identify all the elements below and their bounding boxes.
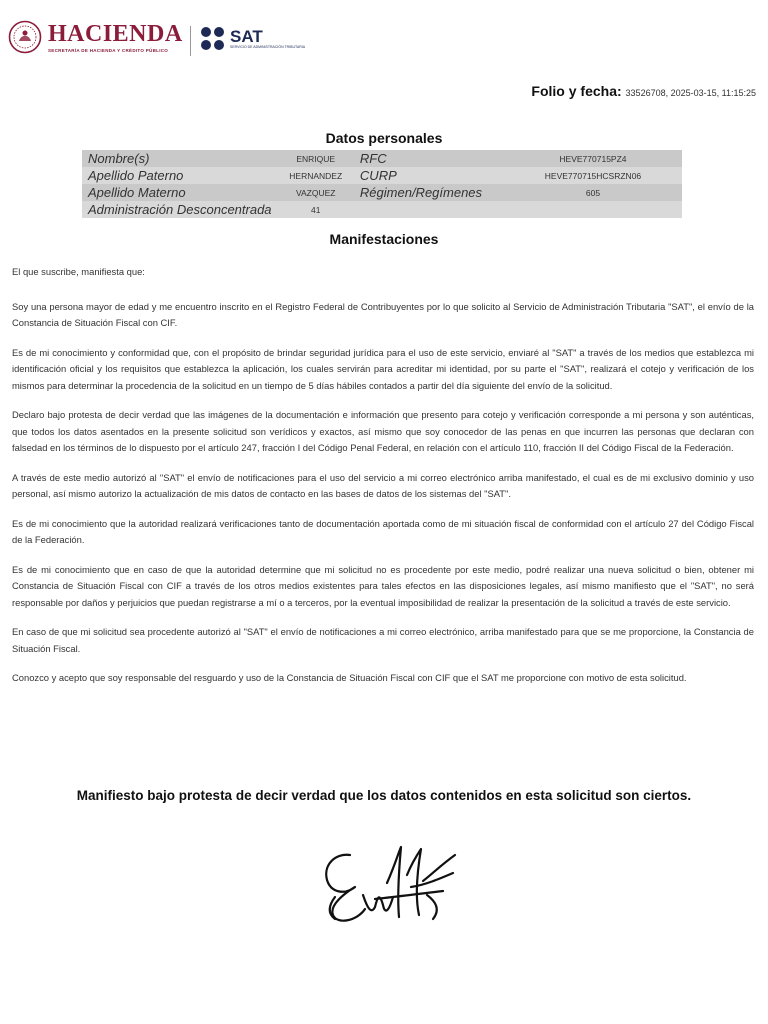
- table-row: [82, 150, 682, 167]
- final-declaration: Manifiesto bajo protesta de decir verdad que los datos contenidos en esta solicitud son ciertos.: [76, 788, 692, 803]
- hacienda-subtitle: SECRETARÍA DE HACIENDA Y CRÉDITO PÚBLICO: [48, 47, 169, 53]
- nombre-label: Nombre(s): [82, 150, 278, 167]
- national-seal-icon: [8, 20, 42, 54]
- manifestation-paragraph: A través de este medio autorizó al "SAT" el envío de notificaciones para el uso del servicio a mi correo electrónico arriba manifestado, el cual es de mi exclusivo dominio y uso personal, así mismo autorizo la actualización de mis datos de contacto en las bases de datos de los sistemas del "SAT".: [12, 471, 754, 499]
- table-row: [82, 184, 682, 201]
- nombre-value: ENRIQUE: [278, 150, 354, 167]
- empty-cell: [354, 201, 682, 218]
- document-header: [0, 0, 768, 70]
- table-row: [82, 201, 682, 218]
- handwritten-signature: [315, 835, 465, 930]
- manifestation-paragraph: Es de mi conocimiento que la autoridad realizará verificaciones tanto de documentación aportada como de mi situación fiscal de conformidad con el artículo 27 del Código Fiscal de la Federación.: [12, 517, 754, 545]
- admin-value: 41: [278, 201, 354, 218]
- sat-dots-icon: [200, 26, 226, 52]
- manifestation-paragraph: Es de mi conocimiento que en caso de que la autoridad determine que mi solicitud no es procedente por este medio, podré realizar una nueva solicitud o bien, obtener mi Constancia de Situación Fiscal con CIF a través de los otros medios existentes para tales efectos en las disposiciones legales, así mismo manifiesto que el "SAT", no será responsable por daños y perjuicios que puedan registrarse a mí o a terceros, por la eventual imposibilidad de realizar la presentación de la solicitud a través de este servicio.: [12, 563, 754, 608]
- folio-value: 33526708, 2025-03-15, 11:15:25: [625, 88, 756, 98]
- manifestation-paragraph: Declaro bajo protesta de decir verdad que las imágenes de la documentación e información que presento para cotejo y verificación corresponde a mi persona y son auténticas, que todos los datos asentados en la presente solicitud son verídicos y exactos, así mismo que soy conocedor de las penas en que incurren las personas que declaran con falsedad en los términos de lo dispuesto por el artículo 247, fracción I del Código Penal Federal, en relación con el artículo 110, fracción II del Código Fiscal de la Federación.: [12, 409, 754, 453]
- sat-logo: [200, 26, 305, 52]
- rfc-label: RFC: [354, 150, 504, 167]
- folio-line: [531, 83, 756, 99]
- rfc-value: HEVE770715PZ4: [504, 150, 682, 167]
- hacienda-logo: [8, 20, 183, 54]
- manifestation-paragraph: Soy una persona mayor de edad y me encuentro inscrito en el Registro Federal de Contribuyentes por lo que solicito al Servicio de Administración Tributaria "SAT", el envío de la Constancia de Situación Fiscal con CIF.: [12, 300, 754, 328]
- manifestation-paragraph: En caso de que mi solicitud sea procedente autorizó al "SAT" el envío de notificaciones a mi correo electrónico, arriba manifestado para que se me proporcione, la Constancia de Situación Fiscal.: [12, 626, 754, 654]
- manifestations-body: [12, 264, 754, 700]
- table-row: [82, 167, 682, 184]
- sat-subtitle: SERVICIO DE ADMINISTRACIÓN TRIBUTARIA: [230, 45, 306, 49]
- personal-data-title: Datos personales: [325, 130, 443, 146]
- curp-value: HEVE770715HCSRZN06: [504, 167, 682, 184]
- greeting-paragraph: El que suscribe, manifiesta que:: [12, 266, 145, 277]
- regimen-value: 605: [504, 184, 682, 201]
- regimen-label: Régimen/Regímenes: [354, 184, 504, 201]
- folio-label: Folio y fecha:: [531, 83, 622, 99]
- admin-label: Administración Desconcentrada: [82, 201, 278, 218]
- curp-label: CURP: [354, 167, 504, 184]
- paterno-label: Apellido Paterno: [82, 167, 278, 184]
- logo-divider: [190, 26, 191, 56]
- manifestation-paragraph: Conozco y acepto que soy responsable del resguardo y uso de la Constancia de Situación Fiscal con CIF que el SAT me proporcione con motivo de esta solicitud.: [12, 672, 687, 683]
- hacienda-name: HACIENDA: [48, 20, 183, 47]
- manifestation-paragraph: Es de mi conocimiento y conformidad que, con el propósito de brindar seguridad jurídica para el uso de este servicio, enviaré al "SAT" a través de los medios que establezca mi identificación oficial y los requisitos que establezca la aplicación, los cuales servirán para acreditar mi identidad, por su parte el "SAT", realizará el cotejo y verificación de los mismos para determinar la procedencia de la solicitud en un tiempo de 5 días hábiles contados a partir del día siguiente del envío de la solicitud.: [12, 346, 754, 391]
- personal-data-table: [82, 150, 682, 218]
- materno-value: VAZQUEZ: [278, 184, 354, 201]
- sat-name: SAT: [230, 27, 263, 46]
- paterno-value: HERNANDEZ: [278, 167, 354, 184]
- manifestations-title: Manifestaciones: [329, 231, 439, 247]
- materno-label: Apellido Materno: [82, 184, 278, 201]
